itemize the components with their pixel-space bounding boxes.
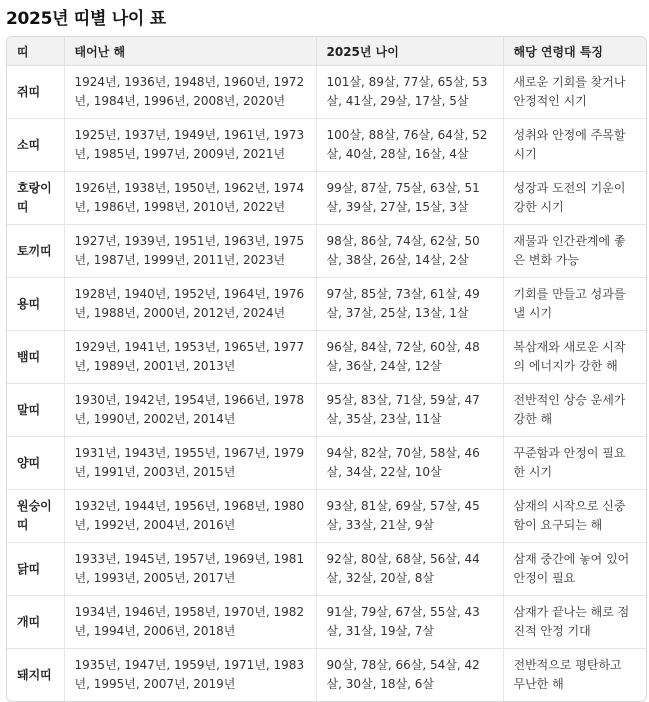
table-row	[7, 490, 646, 543]
birth-years-cell: 1931년, 1943년, 1955년, 1967년, 1979년, 1991년, 2003년, 2015년	[64, 437, 316, 490]
zodiac-animal-cell: 말띠	[7, 384, 64, 437]
birth-years-cell: 1929년, 1941년, 1953년, 1965년, 1977년, 1989년, 2001년, 2013년	[64, 331, 316, 384]
feature-cell: 전반적인 상승 운세가 강한 해	[503, 384, 646, 437]
feature-cell: 삼재가 끝나는 해로 점진적 안정 기대	[503, 596, 646, 649]
age-2025-cell: 96살, 84살, 72살, 60살, 48살, 36살, 24살, 12살	[316, 331, 503, 384]
table-body	[7, 66, 646, 702]
age-2025-cell: 101살, 89살, 77살, 65살, 53살, 41살, 29살, 17살, 5살	[316, 66, 503, 119]
zodiac-animal-cell: 개띠	[7, 596, 64, 649]
age-2025-cell: 94살, 82살, 70살, 58살, 46살, 34살, 22살, 10살	[316, 437, 503, 490]
header-age-2025: 2025년 나이	[316, 37, 503, 66]
age-2025-cell: 95살, 83살, 71살, 59살, 47살, 35살, 23살, 11살	[316, 384, 503, 437]
table-row	[7, 596, 646, 649]
feature-cell: 새로운 기회를 찾거나 안정적인 시기	[503, 66, 646, 119]
table-row	[7, 384, 646, 437]
zodiac-animal-cell: 호랑이띠	[7, 172, 64, 225]
table-row	[7, 543, 646, 596]
birth-years-cell: 1926년, 1938년, 1950년, 1962년, 1974년, 1986년, 1998년, 2010년, 2022년	[64, 172, 316, 225]
header-birth-years: 태어난 해	[64, 37, 316, 66]
age-2025-cell: 98살, 86살, 74살, 62살, 50살, 38살, 26살, 14살, 2살	[316, 225, 503, 278]
birth-years-cell: 1932년, 1944년, 1956년, 1968년, 1980년, 1992년, 2004년, 2016년	[64, 490, 316, 543]
zodiac-animal-cell: 용띠	[7, 278, 64, 331]
feature-cell: 기회를 만들고 성과를 낼 시기	[503, 278, 646, 331]
birth-years-cell: 1925년, 1937년, 1949년, 1961년, 1973년, 1985년, 1997년, 2009년, 2021년	[64, 119, 316, 172]
feature-cell: 삼재 중간에 놓여 있어 안정이 필요	[503, 543, 646, 596]
age-2025-cell: 90살, 78살, 66살, 54살, 42살, 30살, 18살, 6살	[316, 649, 503, 702]
zodiac-animal-cell: 소띠	[7, 119, 64, 172]
birth-years-cell: 1934년, 1946년, 1958년, 1970년, 1982년, 1994년, 2006년, 2018년	[64, 596, 316, 649]
feature-cell: 복삼재와 새로운 시작의 에너지가 강한 해	[503, 331, 646, 384]
table-row	[7, 172, 646, 225]
page-title: 2025년 띠별 나이 표	[6, 9, 166, 29]
feature-cell: 재물과 인간관계에 좋은 변화 가능	[503, 225, 646, 278]
table-row	[7, 119, 646, 172]
header-feature: 해당 연령대 특징	[503, 37, 646, 66]
feature-cell: 성취와 안정에 주목할 시기	[503, 119, 646, 172]
table-row	[7, 278, 646, 331]
header-animal: 띠	[7, 37, 64, 66]
birth-years-cell: 1924년, 1936년, 1948년, 1960년, 1972년, 1984년, 1996년, 2008년, 2020년	[64, 66, 316, 119]
age-2025-cell: 92살, 80살, 68살, 56살, 44살, 32살, 20살, 8살	[316, 543, 503, 596]
zodiac-animal-cell: 닭띠	[7, 543, 64, 596]
age-2025-cell: 99살, 87살, 75살, 63살, 51살, 39살, 27살, 15살, 3살	[316, 172, 503, 225]
feature-cell: 성장과 도전의 기운이 강한 시기	[503, 172, 646, 225]
age-2025-cell: 93살, 81살, 69살, 57살, 45살, 33살, 21살, 9살	[316, 490, 503, 543]
table-row	[7, 649, 646, 702]
zodiac-animal-cell: 쥐띠	[7, 66, 64, 119]
birth-years-cell: 1930년, 1942년, 1954년, 1966년, 1978년, 1990년, 2002년, 2014년	[64, 384, 316, 437]
zodiac-animal-cell: 돼지띠	[7, 649, 64, 702]
zodiac-animal-cell: 원숭이띠	[7, 490, 64, 543]
zodiac-age-table	[6, 36, 647, 702]
table-row	[7, 331, 646, 384]
table-header-row	[7, 37, 646, 66]
birth-years-cell: 1935년, 1947년, 1959년, 1971년, 1983년, 1995년, 2007년, 2019년	[64, 649, 316, 702]
feature-cell: 전반적으로 평탄하고 무난한 해	[513, 658, 622, 691]
table-row	[7, 66, 646, 119]
feature-cell: 꾸준함과 안정이 필요한 시기	[503, 437, 646, 490]
birth-years-cell: 1927년, 1939년, 1951년, 1963년, 1975년, 1987년, 1999년, 2011년, 2023년	[64, 225, 316, 278]
feature-cell: 삼재의 시작으로 신중함이 요구되는 해	[503, 490, 646, 543]
zodiac-animal-cell: 양띠	[7, 437, 64, 490]
table-row	[7, 225, 646, 278]
age-2025-cell: 97살, 85살, 73살, 61살, 49살, 37살, 25살, 13살, 1살	[316, 278, 503, 331]
birth-years-cell: 1928년, 1940년, 1952년, 1964년, 1976년, 1988년, 2000년, 2012년, 2024년	[64, 278, 316, 331]
age-2025-cell: 100살, 88살, 76살, 64살, 52살, 40살, 28살, 16살, 4살	[316, 119, 503, 172]
birth-years-cell: 1933년, 1945년, 1957년, 1969년, 1981년, 1993년, 2005년, 2017년	[64, 543, 316, 596]
table-row	[7, 437, 646, 490]
zodiac-animal-cell: 토끼띠	[7, 225, 64, 278]
age-2025-cell: 91살, 79살, 67살, 55살, 43살, 31살, 19살, 7살	[316, 596, 503, 649]
zodiac-animal-cell: 뱀띠	[7, 331, 64, 384]
